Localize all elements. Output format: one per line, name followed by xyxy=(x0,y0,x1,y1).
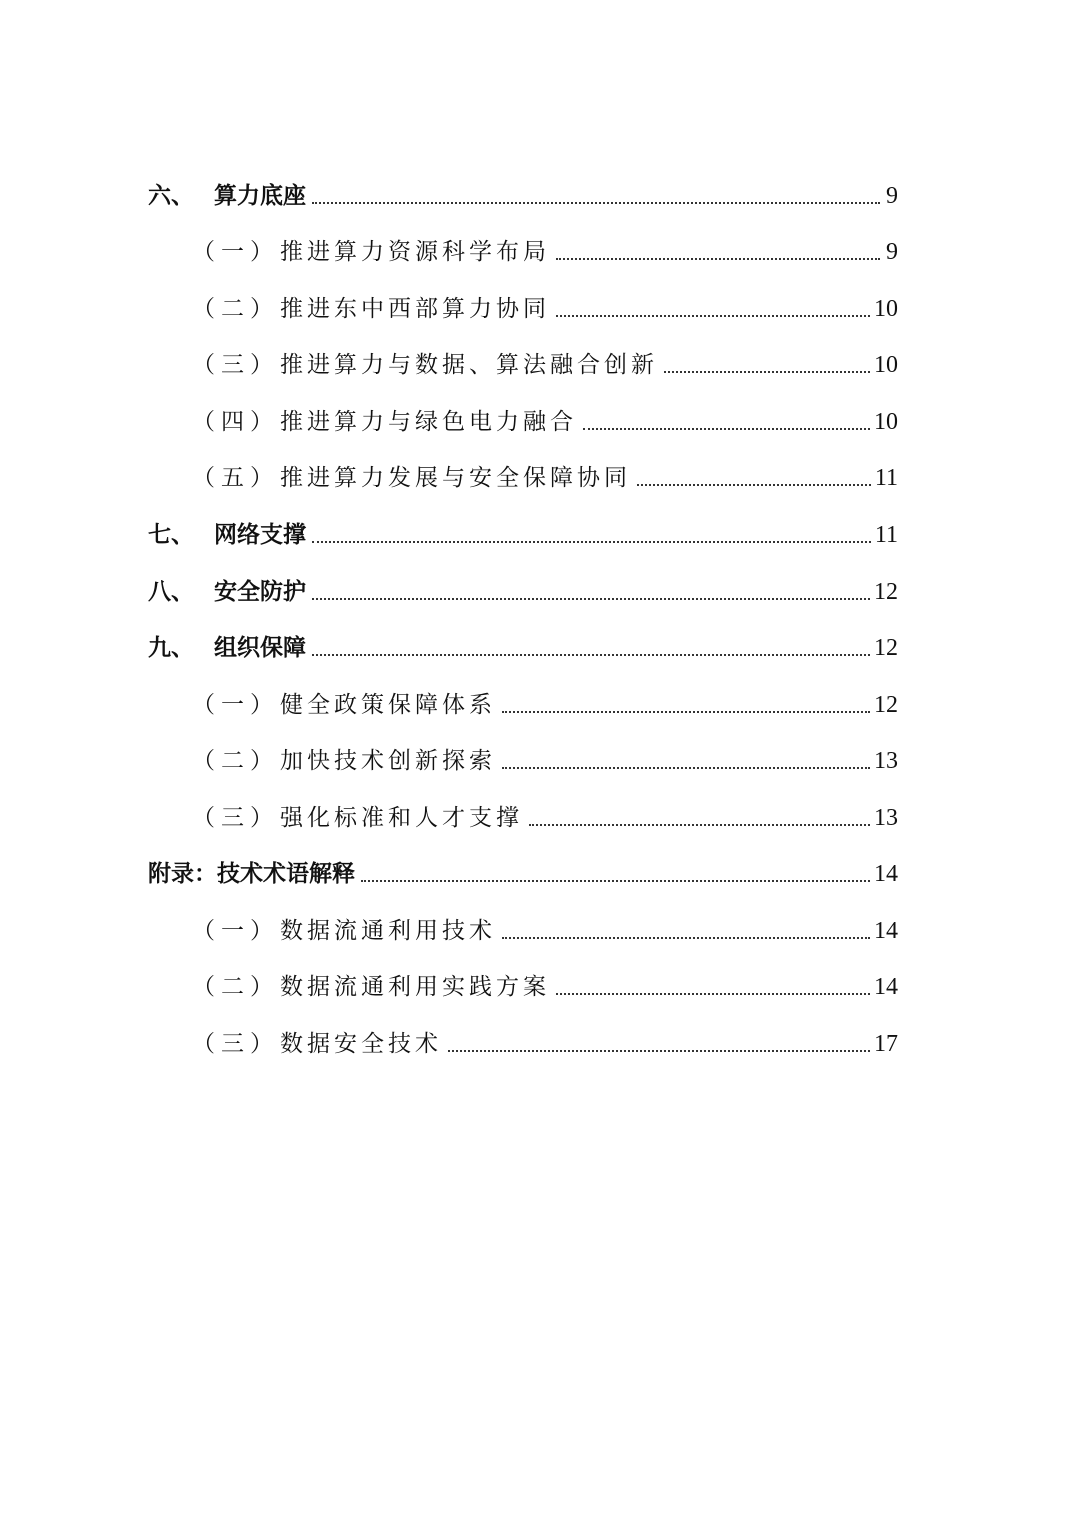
toc-entry-page: 12 xyxy=(874,635,898,661)
toc-entry-title: 组织保障 xyxy=(214,635,306,661)
toc-entry[interactable] xyxy=(148,628,898,662)
toc-entry-title: 强化标准和人才支撑 xyxy=(280,805,523,831)
dot-leader xyxy=(637,484,871,486)
toc-entry-number: 六、 xyxy=(148,183,194,209)
dot-leader xyxy=(502,711,870,713)
toc-entry-number: （五） xyxy=(192,465,279,491)
toc-entry-number: （三） xyxy=(192,352,279,378)
toc-entry-title: 数据安全技术 xyxy=(280,1031,442,1057)
toc-entry[interactable] xyxy=(148,798,898,832)
toc-entry-page: 9 xyxy=(886,183,898,209)
toc-entry-page: 10 xyxy=(874,296,898,322)
toc-entry-number: （二） xyxy=(192,748,279,774)
toc-entry-number: （二） xyxy=(192,974,279,1000)
toc-entry-number: 九、 xyxy=(148,635,194,661)
toc-entry-page: 17 xyxy=(874,1031,898,1057)
toc-entry-page: 13 xyxy=(874,805,898,831)
toc-entry-number: （一） xyxy=(192,692,279,718)
toc-entry-title: 推进算力资源科学布局 xyxy=(280,239,550,265)
toc-entry-title: 加快技术创新探索 xyxy=(280,748,496,774)
dot-leader xyxy=(361,880,870,882)
toc-entry-title: 推进算力与数据、算法融合创新 xyxy=(280,352,658,378)
toc-entry-title: 推进东中西部算力协同 xyxy=(280,296,550,322)
toc-entry-title: 健全政策保障体系 xyxy=(280,692,496,718)
toc-entry[interactable] xyxy=(148,911,898,945)
toc-entry-title: 附录：技术术语解释 xyxy=(148,861,355,887)
toc-entry[interactable] xyxy=(148,176,898,210)
toc-entry-page: 12 xyxy=(874,692,898,718)
dot-leader xyxy=(312,202,880,204)
toc-entry-number: 八、 xyxy=(148,579,194,605)
dot-leader xyxy=(502,937,870,939)
toc-entry-number: （一） xyxy=(192,239,279,265)
toc-entry-number: （四） xyxy=(192,409,279,435)
toc-entry[interactable] xyxy=(148,345,898,379)
toc-entry[interactable] xyxy=(148,289,898,323)
toc-entry-page: 12 xyxy=(874,579,898,605)
toc-entry-page: 9 xyxy=(886,239,898,265)
toc-entry-number: （三） xyxy=(192,1031,279,1057)
toc-entry-page: 14 xyxy=(874,918,898,944)
toc-entry-page: 14 xyxy=(874,974,898,1000)
toc-entry-title: 数据流通利用技术 xyxy=(280,918,496,944)
toc-entry-number: （三） xyxy=(192,805,279,831)
dot-leader xyxy=(556,993,870,995)
dot-leader xyxy=(448,1050,870,1052)
dot-leader xyxy=(556,258,880,260)
toc-entry-page: 11 xyxy=(874,522,898,548)
toc-entry-page: 13 xyxy=(874,748,898,774)
dot-leader xyxy=(529,824,870,826)
toc-entry[interactable] xyxy=(148,685,898,719)
dot-leader xyxy=(312,598,870,600)
toc-entry[interactable] xyxy=(148,741,898,775)
toc-entry[interactable] xyxy=(148,1024,898,1058)
dot-leader xyxy=(664,371,870,373)
toc-entry[interactable] xyxy=(148,232,898,266)
toc-entry-title: 网络支撑 xyxy=(214,522,306,548)
dot-leader xyxy=(556,315,870,317)
toc-entry-page: 11 xyxy=(874,465,898,491)
toc-entry[interactable] xyxy=(148,854,898,888)
toc-entry-number: （二） xyxy=(192,296,279,322)
toc-entry-title: 安全防护 xyxy=(214,579,306,605)
toc-entry-title: 数据流通利用实践方案 xyxy=(280,974,550,1000)
toc-entry-page: 14 xyxy=(874,861,898,887)
toc-entry-title: 算力底座 xyxy=(214,183,306,209)
dot-leader xyxy=(502,767,870,769)
dot-leader xyxy=(312,654,870,656)
toc-entry-title: 推进算力发展与安全保障协同 xyxy=(280,465,631,491)
toc-entry-page: 10 xyxy=(874,352,898,378)
toc-entry[interactable] xyxy=(148,572,898,606)
toc-entry-page: 10 xyxy=(874,409,898,435)
toc-entry[interactable] xyxy=(148,967,898,1001)
toc-entry-title: 推进算力与绿色电力融合 xyxy=(280,409,577,435)
toc-entry-number: （一） xyxy=(192,918,279,944)
toc-entry[interactable] xyxy=(148,458,898,492)
dot-leader xyxy=(312,541,871,543)
toc-entry-number: 七、 xyxy=(148,522,194,548)
dot-leader xyxy=(583,428,870,430)
toc-entry[interactable] xyxy=(148,402,898,436)
toc-entry[interactable] xyxy=(148,515,898,549)
